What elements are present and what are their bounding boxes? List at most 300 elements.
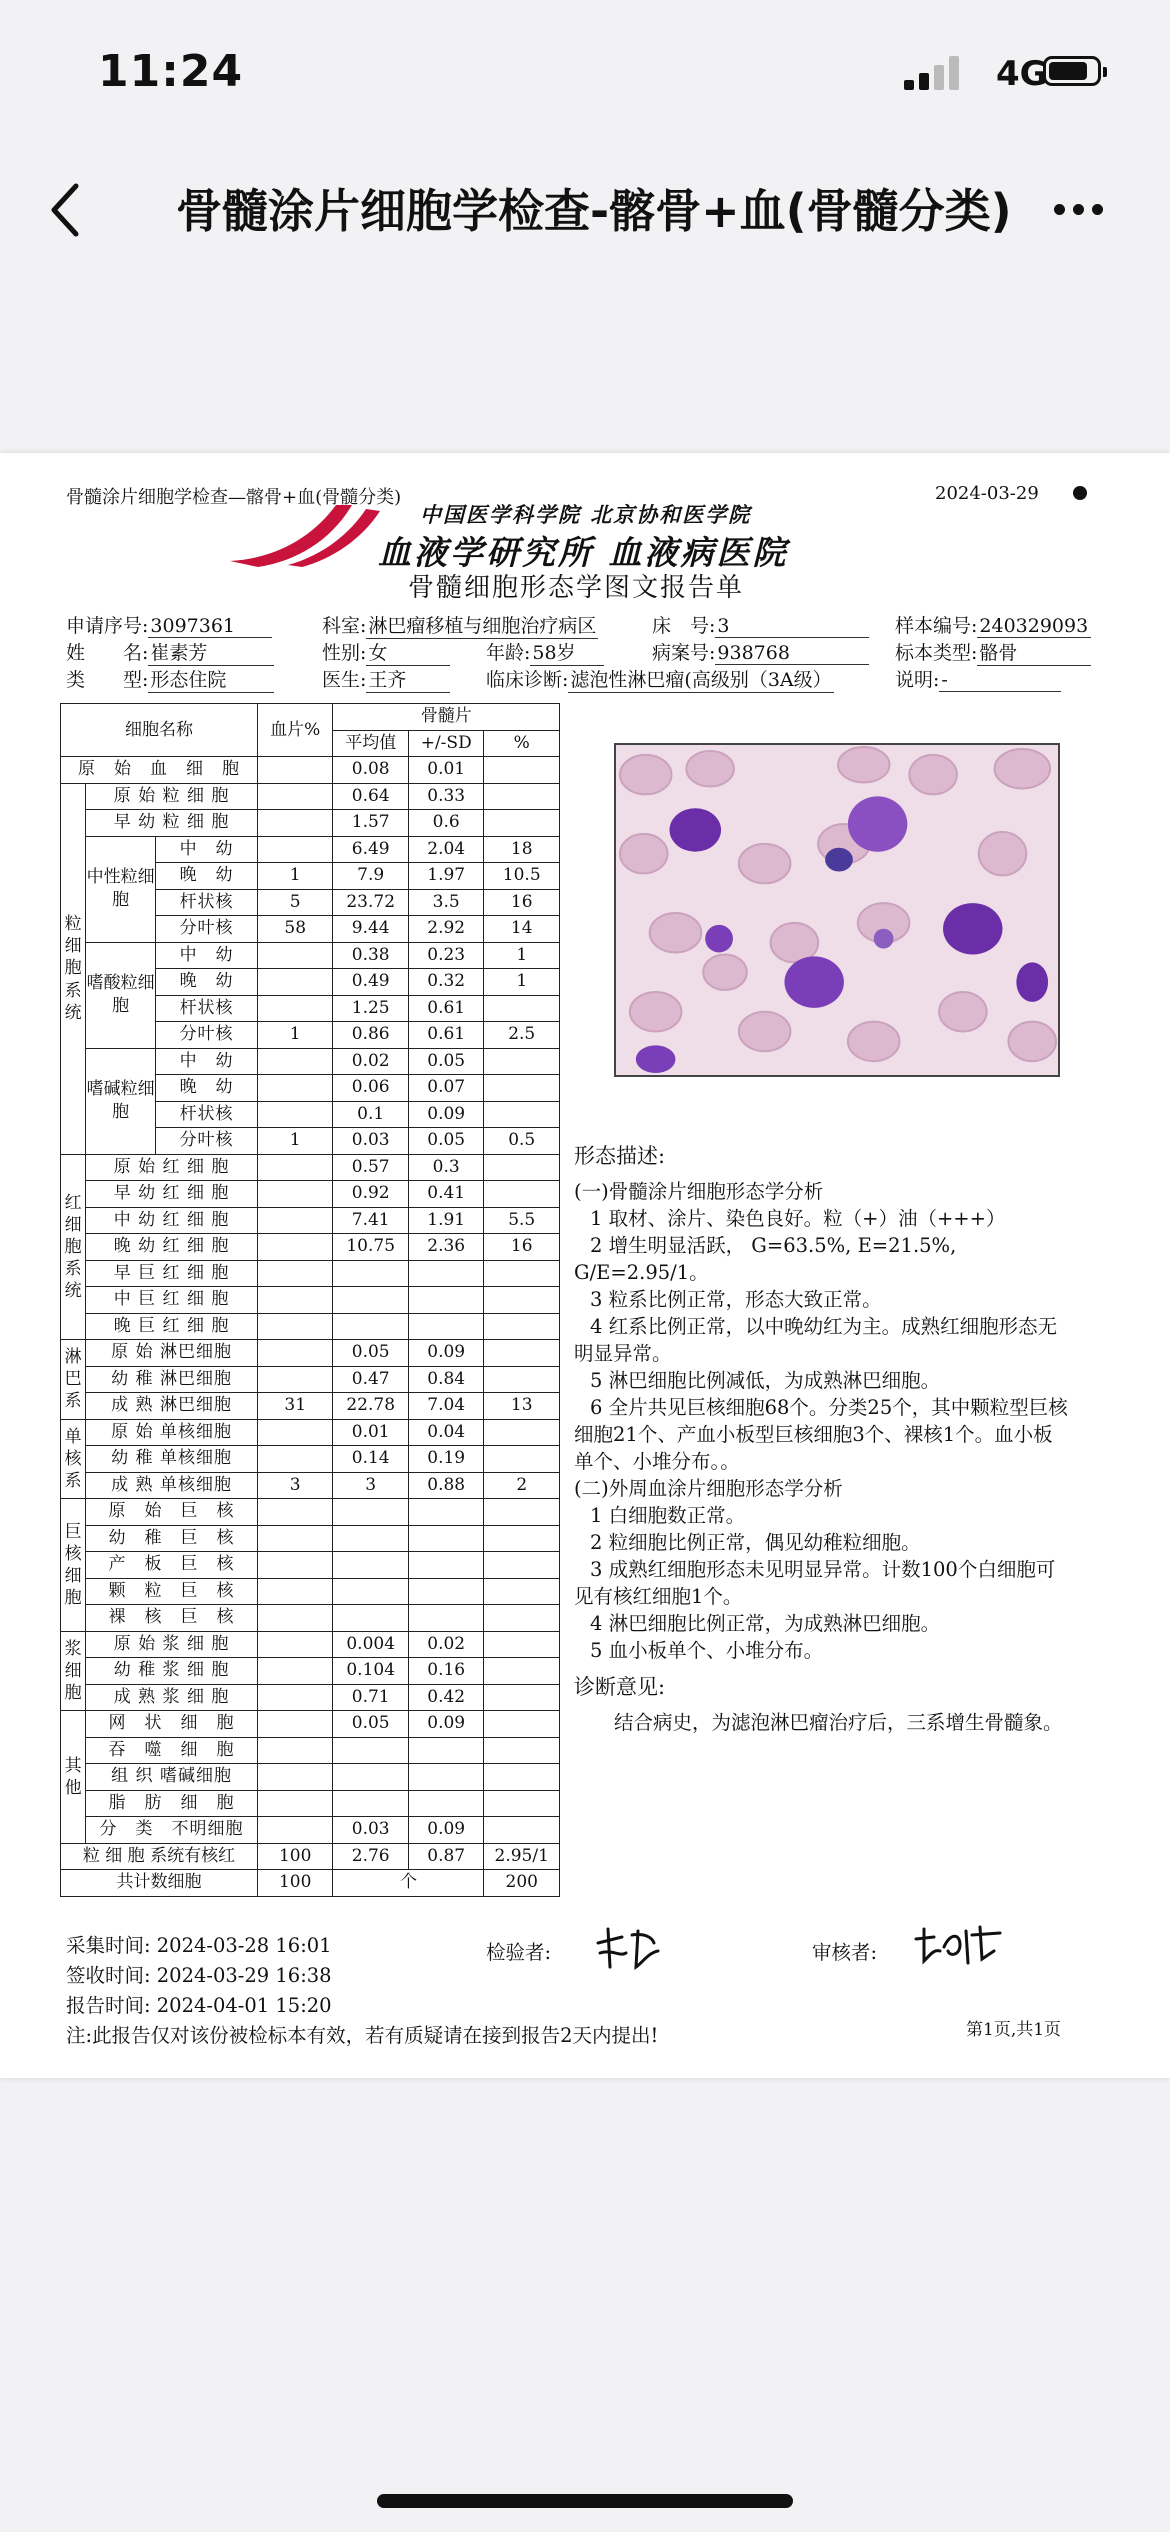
subgroup-label-baso: 嗜碱粒细胞	[86, 1048, 156, 1154]
cell-blood	[257, 1764, 333, 1791]
navigation-bar	[0, 150, 1170, 270]
description-line: 1 取材、涂片、染色良好。粒（+）油（+++）	[590, 1207, 1006, 1230]
description-line: 2 增生明显活跃， G=63.5%, E=21.5%, G/E=2.95/1。	[574, 1234, 957, 1284]
cell-sd: 0.05	[408, 1128, 484, 1155]
cell-blood	[257, 1817, 333, 1844]
cell-sd: 3.5	[408, 889, 484, 916]
cell-pct	[484, 757, 560, 784]
table-row	[61, 1313, 560, 1340]
diagnosis-title: 诊断意见:	[574, 1675, 666, 1699]
description-line: 4 红系比例正常，以中晚幼红为主。成熟红细胞形态无明显异常。	[574, 1315, 1058, 1365]
cell-sd: 0.32	[408, 969, 484, 996]
cell-name: 成 熟 单核细胞	[86, 1472, 258, 1499]
cell-mean: 7.9	[333, 863, 409, 890]
ratio-name: 粒 细 胞 系统有核红	[61, 1843, 258, 1870]
cell-mean: 0.05	[333, 1340, 409, 1367]
cell-name: 原 始 血 细 胞	[61, 757, 258, 784]
battery-icon	[1043, 56, 1101, 86]
report-header-date: 2024-03-29	[935, 483, 1039, 504]
cell-name: 晚 幼	[156, 863, 258, 890]
table-row	[61, 1366, 560, 1393]
cell-mean: 0.004	[333, 1631, 409, 1658]
cell-pct	[484, 1525, 560, 1552]
cell-pct	[484, 1287, 560, 1314]
table-row	[61, 783, 560, 810]
cell-blood	[257, 942, 333, 969]
table-row	[61, 1684, 560, 1711]
description-title: 形态描述:	[574, 1144, 666, 1168]
cell-blood	[257, 1684, 333, 1711]
total-blood: 100	[257, 1870, 333, 1897]
examiner-label: 检验者:	[486, 1941, 552, 1964]
signal-icon	[904, 56, 960, 90]
col-header-pct: %	[484, 730, 560, 757]
info-diagnosis: 临床诊断: 滤泡性淋巴瘤(高级别（3A级）	[486, 665, 834, 693]
cell-blood: 31	[257, 1393, 333, 1420]
cell-pct: 2	[484, 1472, 560, 1499]
cell-name: 网 状 细 胞	[86, 1711, 258, 1738]
cell-mean: 0.1	[333, 1101, 409, 1128]
cell-mean: 0.86	[333, 1022, 409, 1049]
info-bed: 床 号: 3	[652, 611, 869, 638]
cell-name: 杆状核	[156, 1101, 258, 1128]
cell-name: 吞 噬 细 胞	[86, 1737, 258, 1764]
cell-name: 杆状核	[156, 995, 258, 1022]
table-row	[61, 757, 560, 784]
info-doctor: 医生: 王齐	[322, 665, 450, 693]
cell-blood: 1	[257, 1128, 333, 1155]
network-type: 4G	[996, 54, 1048, 94]
col-header-blood: 血片%	[257, 704, 333, 757]
group-label-mono: 单核系	[61, 1419, 86, 1499]
cell-blood: 1	[257, 1022, 333, 1049]
cell-sd: 0.01	[408, 757, 484, 784]
dot-marker-icon	[1073, 486, 1087, 500]
cell-mean: 0.14	[333, 1446, 409, 1473]
cell-name: 幼 稚 单核细胞	[86, 1446, 258, 1473]
cell-blood	[257, 1287, 333, 1314]
cell-pct	[484, 1605, 560, 1632]
table-row	[61, 1340, 560, 1367]
info-note: 说明: -	[895, 665, 1061, 692]
cell-mean: 9.44	[333, 916, 409, 943]
cell-name: 成 熟 淋巴细胞	[86, 1393, 258, 1420]
subgroup-label-eos: 嗜酸粒细胞	[86, 942, 156, 1048]
report-title: 骨髓细胞形态学图文报告单	[408, 573, 745, 603]
table-row	[61, 1578, 560, 1605]
ratio-mean: 2.76	[333, 1843, 409, 1870]
cell-sd: 0.23	[408, 942, 484, 969]
cell-sd	[408, 1790, 484, 1817]
cell-name: 分叶核	[156, 1128, 258, 1155]
cell-mean	[333, 1578, 409, 1605]
cell-name: 幼 稚 淋巴细胞	[86, 1366, 258, 1393]
cell-name: 原 始 浆 细 胞	[86, 1631, 258, 1658]
cell-name: 原 始 巨 核	[86, 1499, 258, 1526]
cell-name: 分叶核	[156, 1022, 258, 1049]
cell-name: 晚 巨 红 细 胞	[86, 1313, 258, 1340]
cell-sd: 0.16	[408, 1658, 484, 1685]
cell-pct	[484, 1578, 560, 1605]
cell-name: 裸 核 巨 核	[86, 1605, 258, 1632]
info-age: 年龄: 58岁	[486, 638, 604, 666]
cell-sd: 0.61	[408, 995, 484, 1022]
cell-pct	[484, 1419, 560, 1446]
cell-mean: 0.01	[333, 1419, 409, 1446]
description-line: 4 淋巴细胞比例正常，为成熟淋巴细胞。	[590, 1612, 941, 1635]
total-name: 共计数细胞	[61, 1870, 258, 1897]
cell-sd: 0.84	[408, 1366, 484, 1393]
cell-mean: 0.02	[333, 1048, 409, 1075]
cell-mean: 10.75	[333, 1234, 409, 1261]
group-label-ery: 红细胞系统	[61, 1154, 86, 1340]
cell-blood	[257, 1234, 333, 1261]
validity-note: 注:此报告仅对该份被检标本有效，若有质疑请在接到报告2天内提出!	[66, 2024, 659, 2047]
cell-blood	[257, 1737, 333, 1764]
cell-blood	[257, 1790, 333, 1817]
info-sample-type: 标本类型: 骼骨	[895, 638, 1091, 666]
cell-name: 晚 幼	[156, 1075, 258, 1102]
cell-blood	[257, 1419, 333, 1446]
col-header-mean: 平均值	[333, 730, 409, 757]
cell-blood	[257, 1366, 333, 1393]
cell-blood	[257, 995, 333, 1022]
ratio-sd: 0.87	[408, 1843, 484, 1870]
cell-blood: 5	[257, 889, 333, 916]
cell-mean: 0.57	[333, 1154, 409, 1181]
table-row	[61, 1181, 560, 1208]
cell-sd: 2.36	[408, 1234, 484, 1261]
cell-blood	[257, 836, 333, 863]
cell-name: 中 幼	[156, 836, 258, 863]
description-line: 3 成熟红细胞形态未见明显异常。计数100个白细胞可见有核红细胞1个。	[574, 1558, 1056, 1608]
cell-name: 分叶核	[156, 916, 258, 943]
table-row	[61, 1764, 560, 1791]
cell-pct: 5.5	[484, 1207, 560, 1234]
cell-mean: 0.03	[333, 1128, 409, 1155]
cell-blood	[257, 1578, 333, 1605]
cell-sd: 0.07	[408, 1075, 484, 1102]
table-row	[61, 1154, 560, 1181]
diagnosis-text: 结合病史，为滤泡淋巴瘤治疗后，三系增生骨髓象。	[614, 1711, 1063, 1734]
cell-sd: 0.42	[408, 1684, 484, 1711]
cell-name: 分 类 不明细胞	[86, 1817, 258, 1844]
cell-mean	[333, 1790, 409, 1817]
table-row	[61, 1260, 560, 1287]
cell-blood	[257, 1446, 333, 1473]
cell-pct	[484, 810, 560, 837]
cell-sd	[408, 1313, 484, 1340]
cell-mean	[333, 1525, 409, 1552]
cell-mean: 0.05	[333, 1711, 409, 1738]
col-header-name: 细胞名称	[61, 704, 258, 757]
description-line: 1 白细胞数正常。	[590, 1504, 746, 1527]
cell-pct: 1	[484, 942, 560, 969]
cell-pct	[484, 995, 560, 1022]
cell-name: 中 幼 红 细 胞	[86, 1207, 258, 1234]
cell-pct: 16	[484, 1234, 560, 1261]
cell-sd	[408, 1260, 484, 1287]
group-label-gran: 粒细胞系统	[61, 783, 86, 1154]
cell-pct	[484, 1340, 560, 1367]
cell-pct	[484, 1552, 560, 1579]
report-header-exam: 骨髓涂片细胞学检查—髂骨+血(骨髓分类)	[66, 487, 402, 508]
cell-sd: 0.6	[408, 810, 484, 837]
cell-pct	[484, 1446, 560, 1473]
cell-mean	[333, 1764, 409, 1791]
cell-mean	[333, 1499, 409, 1526]
group-label-other: 其他	[61, 1711, 86, 1844]
cell-blood	[257, 1499, 333, 1526]
bone-marrow-micrograph	[614, 743, 1060, 1077]
cell-name: 原 始 单核细胞	[86, 1419, 258, 1446]
cell-mean	[333, 1605, 409, 1632]
cell-pct	[484, 1366, 560, 1393]
cell-pct	[484, 1048, 560, 1075]
table-row	[61, 1552, 560, 1579]
total-pct: 200	[484, 1870, 560, 1897]
col-header-sd: +/-SD	[408, 730, 484, 757]
info-name: 姓 名: 崔素芳	[66, 638, 274, 666]
cell-mean: 23.72	[333, 889, 409, 916]
cell-blood	[257, 810, 333, 837]
cell-name: 组 织 嗜碱细胞	[86, 1764, 258, 1791]
table-row	[61, 1207, 560, 1234]
group-label-mega: 巨核细胞	[61, 1499, 86, 1632]
cell-pct	[484, 1658, 560, 1685]
institution-name-line2: 血液学研究所 血液病医院	[378, 533, 789, 572]
cell-sd: 2.92	[408, 916, 484, 943]
cell-mean: 0.08	[333, 757, 409, 784]
cell-sd: 0.61	[408, 1022, 484, 1049]
collect-time: 采集时间: 2024-03-28 16:01	[66, 1934, 332, 1957]
cell-blood	[257, 1181, 333, 1208]
table-row	[61, 1234, 560, 1261]
cell-sd: 0.09	[408, 1817, 484, 1844]
cell-pct	[484, 1684, 560, 1711]
cell-pct	[484, 1764, 560, 1791]
cell-name: 早 幼 粒 细 胞	[86, 810, 258, 837]
report-time: 报告时间: 2024-04-01 15:20	[66, 1994, 332, 2017]
table-row	[61, 810, 560, 837]
cell-sd	[408, 1764, 484, 1791]
cell-pct	[484, 1313, 560, 1340]
cell-sd: 0.09	[408, 1711, 484, 1738]
cell-name: 原 始 粒 细 胞	[86, 783, 258, 810]
cell-count-table	[60, 703, 560, 1897]
info-apply-no: 申请序号: 3097361	[66, 611, 272, 638]
receive-time: 签收时间: 2024-03-29 16:38	[66, 1964, 332, 1987]
cell-pct	[484, 1075, 560, 1102]
cell-sd: 0.02	[408, 1631, 484, 1658]
cell-mean: 22.78	[333, 1393, 409, 1420]
cell-pct: 2.5	[484, 1022, 560, 1049]
info-case-no: 病案号: 938768	[652, 638, 869, 665]
ratio-pct: 2.95/1	[484, 1843, 560, 1870]
cell-pct: 14	[484, 916, 560, 943]
report-document	[0, 453, 1170, 2078]
cell-pct	[484, 1101, 560, 1128]
cell-sd	[408, 1605, 484, 1632]
cell-blood	[257, 1154, 333, 1181]
cell-sd: 0.09	[408, 1101, 484, 1128]
table-row	[61, 1287, 560, 1314]
table-row	[61, 1499, 560, 1526]
col-header-marrow: 骨髓片	[333, 704, 560, 731]
status-bar	[0, 0, 1170, 150]
table-row	[61, 1446, 560, 1473]
description-line: (二)外周血涂片细胞形态学分析	[574, 1477, 843, 1500]
ellipsis-icon[interactable]	[1054, 200, 1114, 220]
cell-pct	[484, 1817, 560, 1844]
table-row	[61, 1737, 560, 1764]
cell-sd: 1.97	[408, 863, 484, 890]
cell-sd	[408, 1499, 484, 1526]
reviewer-label: 审核者:	[812, 1941, 878, 1964]
cell-mean: 0.92	[333, 1181, 409, 1208]
page-number: 第1页,共1页	[966, 2020, 1062, 2040]
cell-pct: 10.5	[484, 863, 560, 890]
table-row	[61, 1472, 560, 1499]
cell-name: 杆状核	[156, 889, 258, 916]
cell-name: 成 熟 浆 细 胞	[86, 1684, 258, 1711]
cell-name: 幼 稚 浆 细 胞	[86, 1658, 258, 1685]
table-row	[61, 1711, 560, 1738]
reviewer-signature-icon	[910, 1921, 1006, 1971]
cell-mean: 0.104	[333, 1658, 409, 1685]
description-line: 5 淋巴细胞比例减低，为成熟淋巴细胞。	[590, 1369, 941, 1392]
cell-name: 原 始 红 细 胞	[86, 1154, 258, 1181]
cell-blood	[257, 1552, 333, 1579]
cell-blood	[257, 1075, 333, 1102]
cell-name: 颗 粒 巨 核	[86, 1578, 258, 1605]
cell-mean: 0.49	[333, 969, 409, 996]
table-row	[61, 942, 560, 969]
cell-blood	[257, 969, 333, 996]
cell-blood	[257, 1207, 333, 1234]
cell-blood	[257, 1658, 333, 1685]
cell-mean: 0.64	[333, 783, 409, 810]
cell-blood	[257, 1260, 333, 1287]
cell-blood	[257, 1525, 333, 1552]
cell-pct: 0.5	[484, 1128, 560, 1155]
cell-pct	[484, 1499, 560, 1526]
cell-blood	[257, 1711, 333, 1738]
cell-pct: 18	[484, 836, 560, 863]
cell-pct	[484, 1631, 560, 1658]
table-row-ratio	[61, 1843, 560, 1870]
cell-sd: 1.91	[408, 1207, 484, 1234]
cell-sd	[408, 1578, 484, 1605]
cell-name: 早 幼 红 细 胞	[86, 1181, 258, 1208]
description-line: 2 粒细胞比例正常，偶见幼稚粒细胞。	[590, 1531, 921, 1554]
cell-name: 晚 幼 红 细 胞	[86, 1234, 258, 1261]
table-row	[61, 1048, 560, 1075]
cell-blood	[257, 1631, 333, 1658]
info-sample-no: 样本编号: 240329093	[895, 611, 1091, 638]
cell-blood: 58	[257, 916, 333, 943]
description-line: (一)骨髓涂片细胞形态学分析	[574, 1180, 824, 1203]
cell-pct	[484, 1181, 560, 1208]
description-line: 6 全片共见巨核细胞68个。分类25个，其中颗粒型巨核细胞21个、产血小板型巨核细胞3个、裸核1个。血小板单个、小堆分布。。	[574, 1396, 1068, 1473]
table-row-total	[61, 1870, 560, 1897]
cell-blood	[257, 757, 333, 784]
info-dept: 科室: 淋巴瘤移植与细胞治疗病区	[322, 611, 598, 639]
cell-sd	[408, 1737, 484, 1764]
cell-blood: 3	[257, 1472, 333, 1499]
cell-mean: 1.25	[333, 995, 409, 1022]
cell-name: 中 幼	[156, 1048, 258, 1075]
cell-name: 幼 稚 巨 核	[86, 1525, 258, 1552]
table-row	[61, 836, 560, 863]
institution-logo-icon	[228, 499, 398, 567]
cell-name: 早 巨 红 细 胞	[86, 1260, 258, 1287]
cell-mean	[333, 1313, 409, 1340]
cell-pct: 1	[484, 969, 560, 996]
cell-sd	[408, 1287, 484, 1314]
cell-name: 原 始 淋巴细胞	[86, 1340, 258, 1367]
cell-pct	[484, 1711, 560, 1738]
cell-sd	[408, 1552, 484, 1579]
page-title: 骨髓涂片细胞学检查-髂骨+血(骨髓分类)	[176, 184, 1012, 238]
table-row	[61, 1605, 560, 1632]
cell-mean: 0.06	[333, 1075, 409, 1102]
cell-sd: 0.19	[408, 1446, 484, 1473]
group-label-lym: 淋巴系	[61, 1340, 86, 1420]
cell-mean: 6.49	[333, 836, 409, 863]
cell-name: 产 板 巨 核	[86, 1552, 258, 1579]
cell-name: 脂 肪 细 胞	[86, 1790, 258, 1817]
cell-mean: 0.03	[333, 1817, 409, 1844]
cell-mean: 0.71	[333, 1684, 409, 1711]
morphology-description	[574, 1143, 1070, 1736]
cell-sd: 0.88	[408, 1472, 484, 1499]
cell-sd: 2.04	[408, 836, 484, 863]
cell-pct	[484, 783, 560, 810]
cell-blood	[257, 1101, 333, 1128]
group-label-plasma: 浆细胞	[61, 1631, 86, 1711]
description-line: 5 血小板单个、小堆分布。	[590, 1639, 824, 1662]
table-row	[61, 1419, 560, 1446]
cell-name: 中 幼	[156, 942, 258, 969]
cell-sd: 7.04	[408, 1393, 484, 1420]
cell-pct: 13	[484, 1393, 560, 1420]
cell-pct	[484, 1154, 560, 1181]
table-row	[61, 1658, 560, 1685]
examiner-signature-icon	[592, 1923, 664, 1973]
cell-sd: 0.33	[408, 783, 484, 810]
cell-mean: 1.57	[333, 810, 409, 837]
table-row	[61, 1631, 560, 1658]
cell-name: 中 巨 红 细 胞	[86, 1287, 258, 1314]
info-sex: 性别: 女	[322, 638, 450, 666]
cell-mean: 3	[333, 1472, 409, 1499]
cell-sd: 0.09	[408, 1340, 484, 1367]
cell-pct	[484, 1737, 560, 1764]
cell-pct	[484, 1260, 560, 1287]
cell-sd: 0.3	[408, 1154, 484, 1181]
cell-blood: 1	[257, 863, 333, 890]
institution-name-line1: 中国医学科学院 北京协和医学院	[420, 502, 752, 527]
chevron-left-icon[interactable]	[44, 178, 94, 242]
table-row	[61, 1525, 560, 1552]
cell-mean: 0.38	[333, 942, 409, 969]
cell-mean	[333, 1552, 409, 1579]
cell-blood	[257, 783, 333, 810]
home-indicator[interactable]	[377, 2494, 793, 2508]
cell-blood	[257, 1048, 333, 1075]
cell-mean	[333, 1260, 409, 1287]
